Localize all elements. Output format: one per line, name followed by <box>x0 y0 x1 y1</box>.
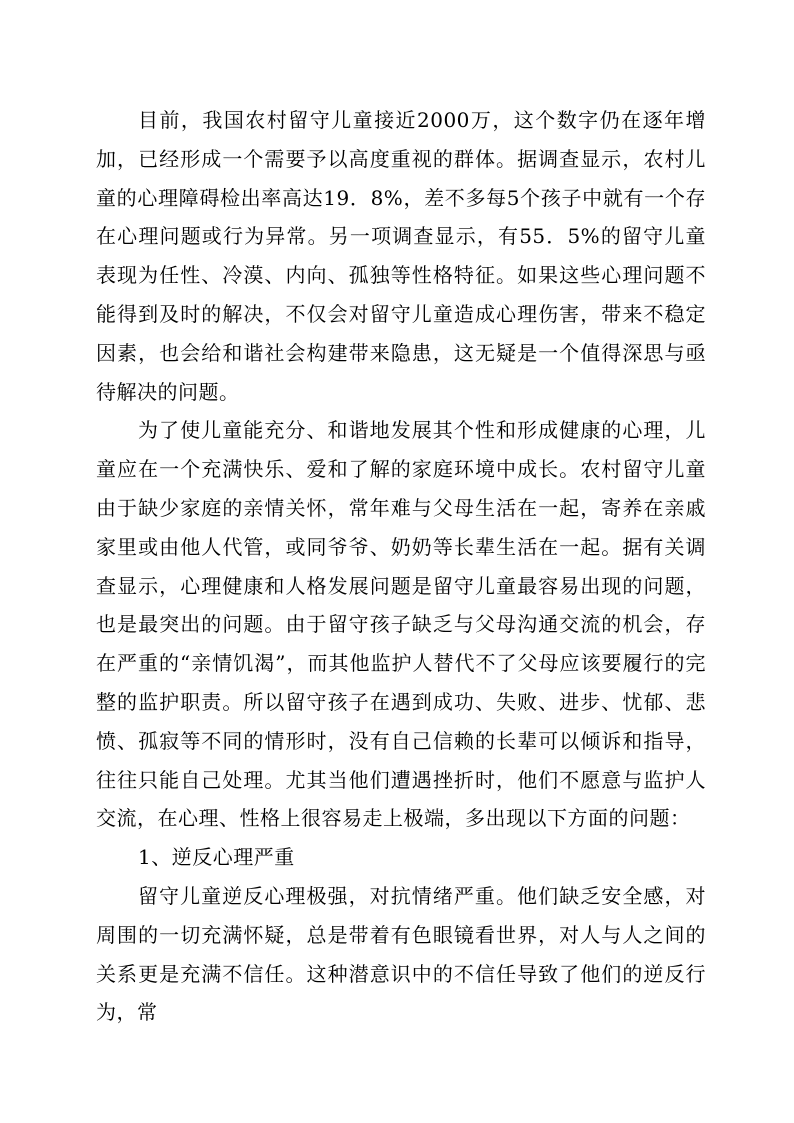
section-heading-rebellious: 1、逆反心理严重 <box>138 845 295 870</box>
paragraph-intro: 目前，我国农村留守儿童接近2000万，这个数字仍在逐年增加，已经形成一个需要予以高度重视的群体。据调查显示，农村儿童的心理障碍检出率高达19．8%，差不多每5个孩子中就有一个存在心理问题或行为异常。另一项调查显示，有55．5%的留守儿童表现为任性、冷漠、内向、孤独等性格特征。如果这些心理问题不能得到及时的解决，不仅会对留守儿童造成心理伤害，带来不稳定因素，也会给和谐社会构建带来隐患，这无疑是一个值得深思与亟待解决的问题。 <box>96 108 706 404</box>
paragraph-rebellious: 留守儿童逆反心理极强，对抗情绪严重。他们缺乏安全感，对周围的一切充满怀疑，总是带着有色眼镜看世界，对人与人之间的关系更是充满不信任。这种潜意识中的不信任导致了他们的逆反行为，常 <box>96 883 706 1025</box>
paragraph-family-environment: 为了使儿童能充分、和谐地发展其个性和形成健康的心理，儿童应在一个充满快乐、爱和了解的家庭环境中成长。农村留守儿童由于缺少家庭的亲情关怀，常年难与父母生活在一起，寄养在亲戚家里或由他人代管，或同爷爷、奶奶等长辈生活在一起。据有关调查显示，心理健康和人格发展问题是留守儿童最容易出现的问题，也是最突出的问题。由于留守孩子缺乏与父母沟通交流的机会，存在严重的“亲情饥渴”，而其他监护人替代不了父母应该要履行的完整的监护职责。所以留守孩子在遇到成功、失败、进步、忧郁、悲愤、孤寂等不同的情形时，没有自己信赖的长辈可以倾诉和指导，往往只能自己处理。尤其当他们遭遇挫折时，他们不愿意与监护人交流，在心理、性格上很容易走上极端，多出现以下方面的问题： <box>96 418 706 831</box>
document-body <box>96 101 706 1032</box>
